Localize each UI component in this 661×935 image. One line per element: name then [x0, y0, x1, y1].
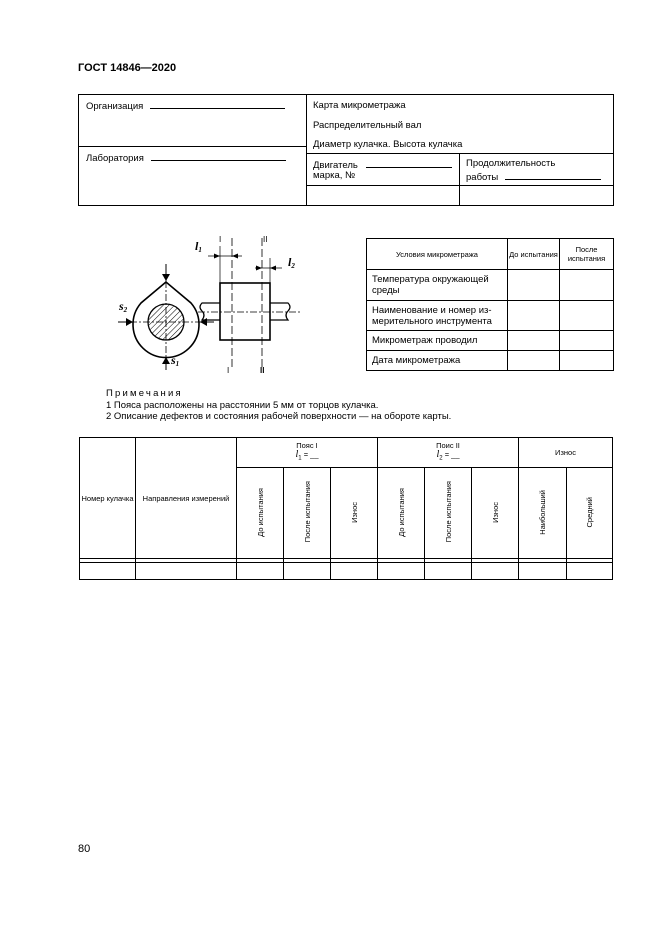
col-header-directions: Направления измерений: [136, 438, 237, 559]
divider: [306, 153, 614, 154]
note-item: 1 Пояса расположены на расстоянии 5 мм от торцов кулачка.: [106, 399, 379, 411]
cell[interactable]: [237, 563, 284, 580]
organization-blank: [150, 99, 285, 109]
section-label-top-1: I: [219, 235, 222, 244]
arrow-head: [256, 266, 262, 271]
col-header-cam-number: Номер кулачка: [80, 438, 136, 559]
col-wear-avg: Средний: [567, 468, 613, 559]
belt-1-header: [237, 438, 378, 468]
section-label-bottom-2: II: [260, 366, 265, 375]
note-item: 2 Описание дефектов и состояния рабочей поверхности — на обороте карты.: [106, 411, 452, 422]
card-title: Карта микрометража: [313, 100, 406, 111]
laboratory-label: Лаборатория: [86, 153, 144, 164]
conditions-table: [366, 238, 614, 371]
condition-row-label: Температура окружающей среды: [367, 270, 508, 301]
cell[interactable]: [519, 563, 567, 580]
cam-profile-view: [118, 264, 214, 370]
value-cell[interactable]: [508, 270, 560, 301]
value-cell[interactable]: [508, 331, 560, 351]
card-header-form: [78, 94, 614, 206]
wear-header: Износ: [519, 438, 613, 468]
duration-label-2: работы: [466, 172, 499, 183]
shaft-right: [270, 303, 290, 320]
measurement-table: [79, 437, 613, 580]
col-header-before: До испытания: [508, 239, 560, 270]
organization-field: [86, 99, 285, 112]
duration-label: Продолжительность: [466, 158, 556, 169]
cell[interactable]: [567, 563, 613, 580]
col-wear-2: Износ: [472, 468, 519, 559]
shaft-left: [200, 303, 220, 320]
label-l2: l2: [288, 255, 295, 270]
value-cell[interactable]: [560, 331, 614, 351]
duration-blank: [505, 170, 601, 180]
value-cell[interactable]: [560, 270, 614, 301]
belt-2-title: Поис II: [436, 441, 460, 451]
col-wear-1: Износ: [331, 468, 378, 559]
cell[interactable]: [80, 563, 136, 580]
laboratory-blank: [151, 151, 286, 161]
section-label-bottom-1: I: [227, 366, 230, 375]
condition-row-label: Дата микрометража: [367, 351, 508, 371]
page-number: 80: [78, 843, 91, 855]
col-header-conditions: Условия микрометража: [367, 239, 508, 270]
laboratory-field: [86, 151, 286, 164]
col-after-2: После испытания: [425, 468, 472, 559]
belt-2-header: [378, 438, 519, 468]
divider: [306, 95, 307, 206]
condition-row-label: Микрометраж проводил: [367, 331, 508, 351]
duration-field: [466, 170, 601, 183]
cell[interactable]: [472, 563, 519, 580]
standard-number: ГОСТ 14846—2020: [78, 62, 177, 74]
condition-row-label: Наименование и номер из-мерительного инструмента: [367, 301, 508, 331]
section-label-top-2: II: [263, 235, 268, 244]
cell[interactable]: [378, 563, 425, 580]
arrow-head: [232, 254, 238, 259]
cam-side-view: [198, 238, 302, 368]
divider: [306, 185, 614, 186]
col-after-1: После испытания: [284, 468, 331, 559]
table-row: [80, 563, 613, 580]
divider: [459, 153, 460, 206]
arrow-head: [126, 318, 133, 326]
cell[interactable]: [284, 563, 331, 580]
label-s1: s1: [171, 353, 180, 368]
col-wear-max: Наибольший: [519, 468, 567, 559]
organization-label: Организация: [86, 101, 144, 112]
arrow-head: [162, 274, 170, 281]
col-header-after: После испытания: [560, 239, 614, 270]
value-cell[interactable]: [560, 351, 614, 371]
belt-2-formula: $l_2$ = __: [436, 449, 460, 462]
value-cell[interactable]: [508, 351, 560, 371]
cell[interactable]: [136, 563, 237, 580]
arrow-head: [200, 318, 207, 326]
cell[interactable]: [425, 563, 472, 580]
col-before-1: До испытания: [237, 468, 284, 559]
arrow-head: [214, 254, 220, 259]
notes-title: Примечания: [106, 388, 183, 399]
arrow-head: [270, 266, 276, 271]
value-cell[interactable]: [508, 301, 560, 331]
belt-1-title: Пояс I: [296, 441, 318, 451]
belt-1-formula: $l_1$ = __: [295, 449, 319, 462]
engine-label: Двигатель: [313, 160, 358, 171]
cell[interactable]: [331, 563, 378, 580]
value-cell[interactable]: [560, 301, 614, 331]
label-l1: l1: [195, 239, 202, 254]
shaft-label: Распределительный вал: [313, 120, 422, 131]
cam-diameter-label: Диаметр кулачка. Высота кулачка: [313, 139, 463, 150]
col-before-2: До испытания: [378, 468, 425, 559]
cam-body: [220, 283, 270, 340]
engine-blank: [366, 158, 452, 168]
notes: [106, 388, 451, 423]
cam-diagram: [110, 228, 310, 376]
divider: [79, 146, 306, 147]
engine-model-label: марка, №: [313, 170, 356, 181]
label-s2: s2: [119, 299, 128, 314]
